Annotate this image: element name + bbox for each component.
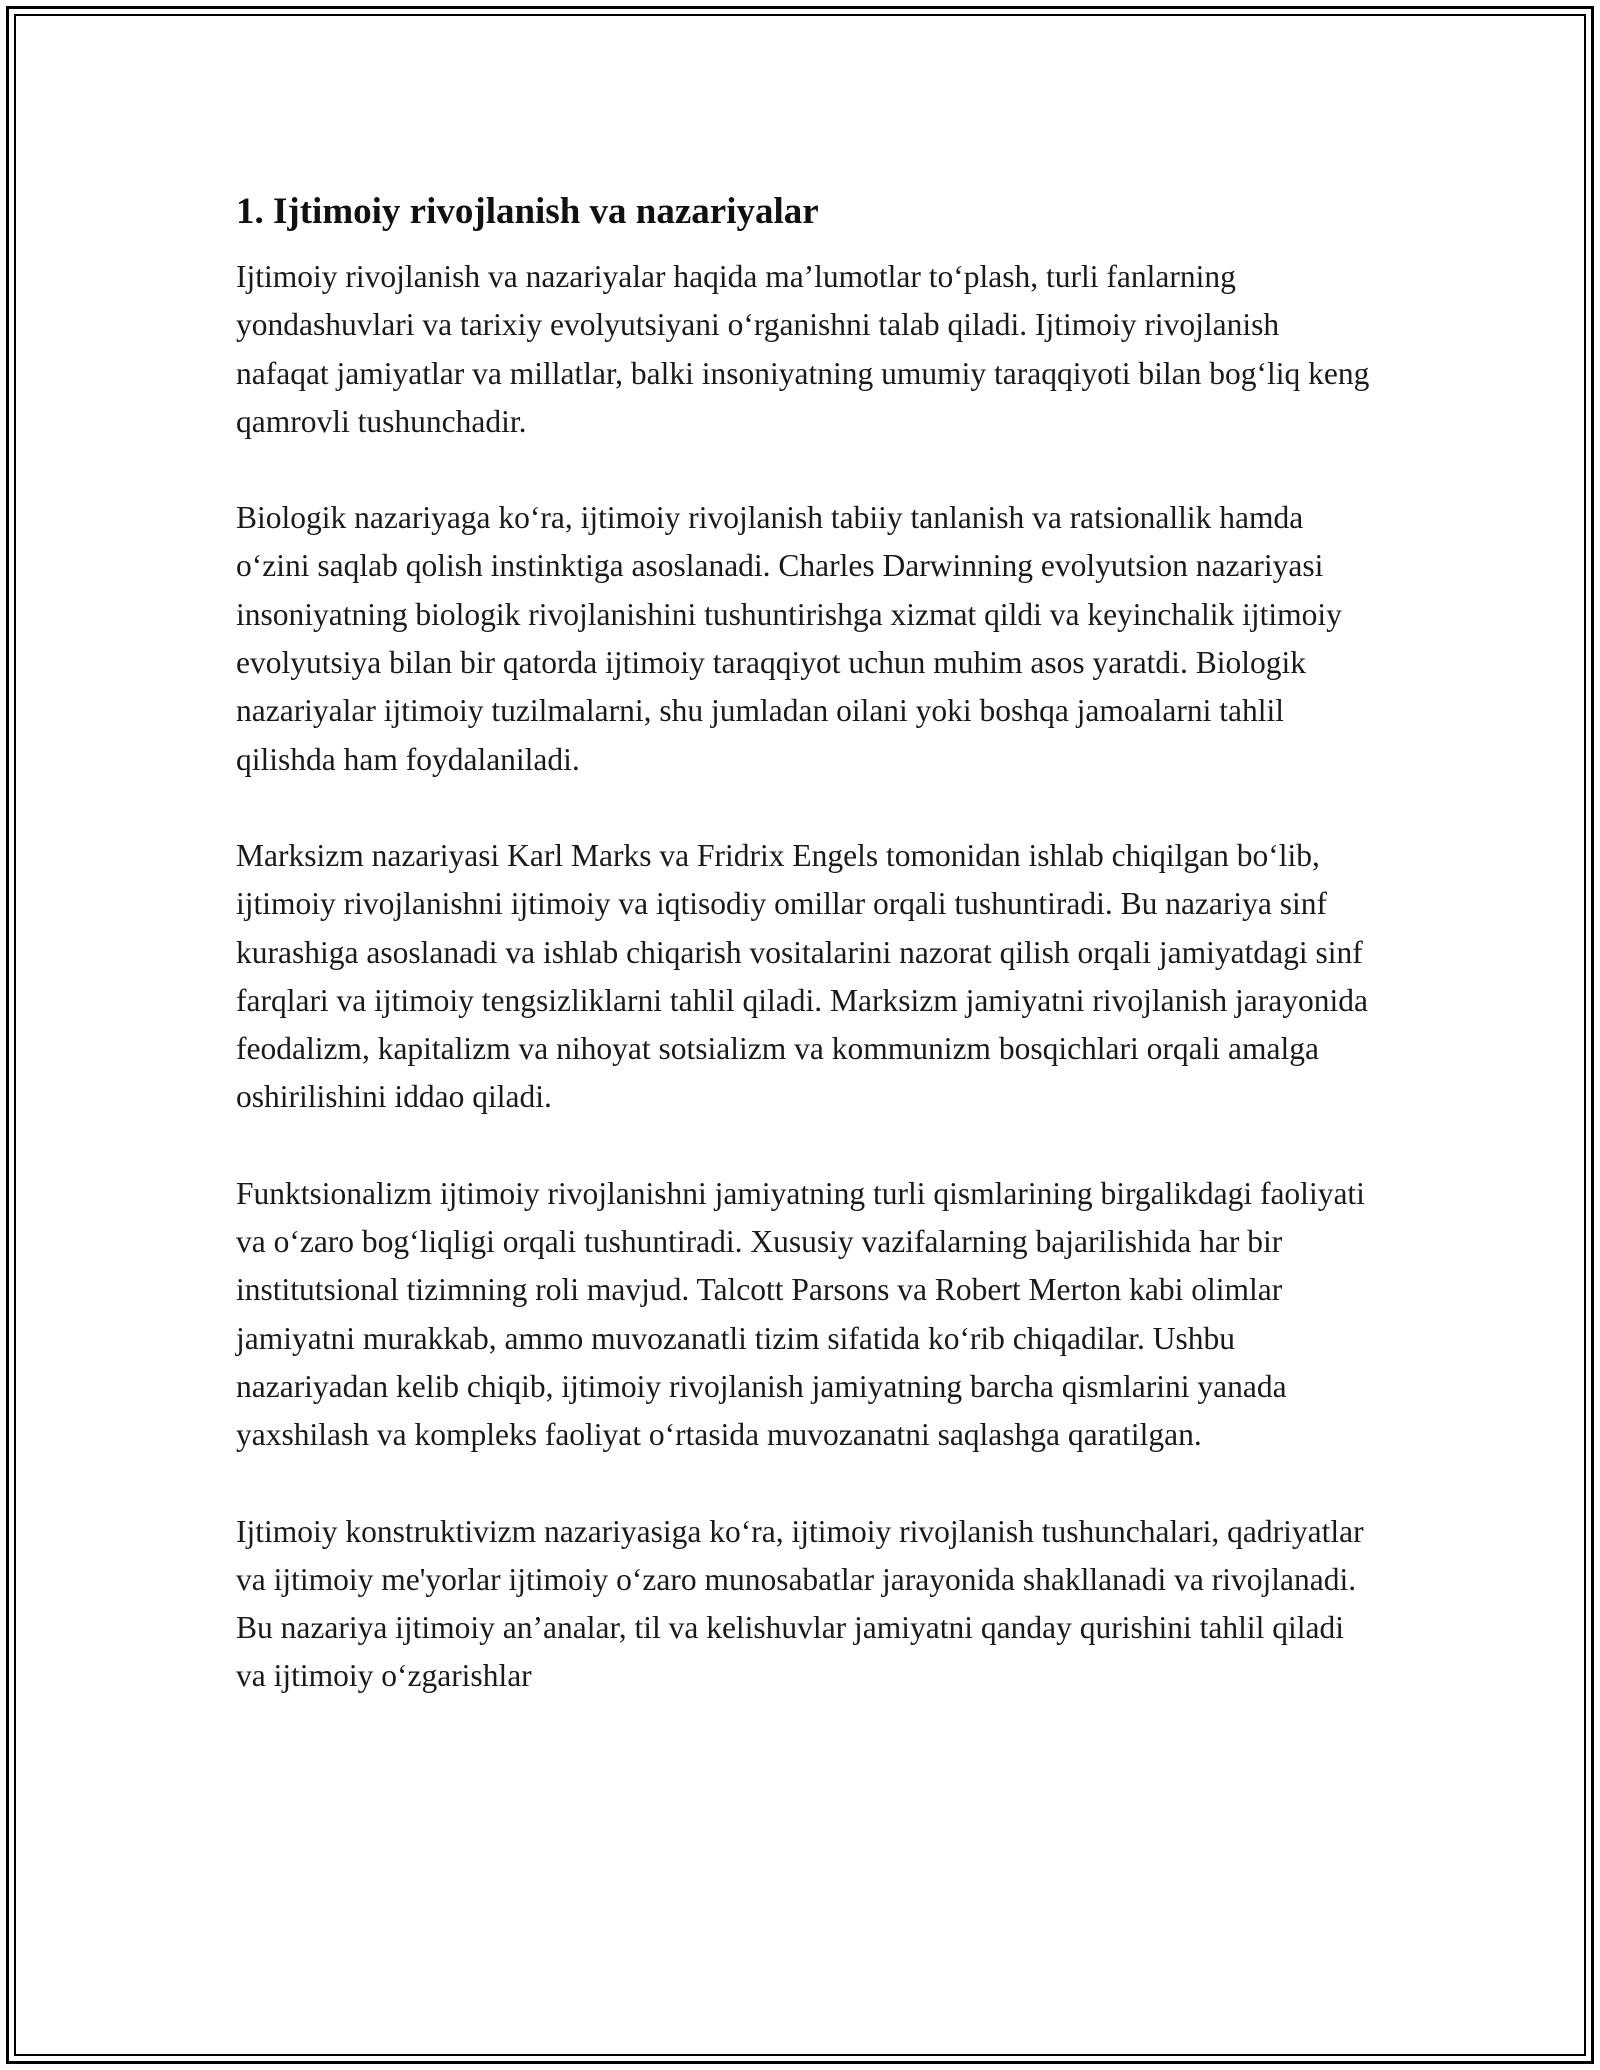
document-body: [236, 185, 1376, 1749]
paragraph-marxism: Marksizm nazariyasi Karl Marks va Fridrix Engels tomonidan ishlab chiqilgan bo‘lib, ijtimoiy rivojlanishni ijtimoiy va iqtisodiy omillar orqali tushuntiradi. Bu nazariya sinf kurashiga asoslanadi va ishlab chiqarish vositalarini nazorat qilish orqali jamiyatdagi sinf farqlari va ijtimoiy tengsizliklarni tahlil qiladi. Marksizm jamiyatni rivojlanish jarayonida feodalizm, kapitalizm va nihoyat sotsializm va kommunizm bosqichlari orqali amalga oshirilishini iddao qiladi.: [236, 837, 1368, 1115]
paragraph-intro: Ijtimoiy rivojlanish va nazariyalar haqida ma’lumotlar to‘plash, turli fanlarning yondashuvlari va tarixiy evolyutsiyani o‘rganishni talab qiladi. Ijtimoiy rivojlanish nafaqat jamiyatlar va millatlar, balki insoniyatning umumiy taraqqiyoti bilan bog‘liq keng qamrovli tushunchadir.: [236, 259, 1370, 439]
paragraph-functionalism: Funktsionalizm ijtimoiy rivojlanishni jamiyatning turli qismlarining birgalikdagi faoliyati va o‘zaro bog‘liqligi orqali tushuntiradi. Xususiy vazifalarning bajarilishida har bir institutsional tizimning roli mavjud. Talcott Parsons va Robert Merton kabi olimlar jamiyatni murakkab, ammo muvozanatli tizim sifatida ko‘rib chiqadilar. Ushbu nazariyadan kelib chiqib, ijtimoiy rivojlanish jamiyatning barcha qismlarini yanada yaxshilash va kompleks faoliyat o‘rtasida muvozanatni saqlashga qaratilgan.: [236, 1175, 1365, 1453]
paragraph-biological-theory: Biologik nazariyaga ko‘ra, ijtimoiy rivojlanish tabiiy tanlanish va ratsionallik hamda o‘zini saqlab qolish instinktiga asoslanadi. Charles Darwinning evolyutsion nazariyasi insoniyatning biologik rivojlanishini tushuntirishga xizmat qildi va keyinchalik ijtimoiy evolyutsiya bilan bir qatorda ijtimoiy taraqqiyot uchun muhim asos yaratdi. Biologik nazariyalar ijtimoiy tuzilmalarni, shu jumladan oilani yoki boshqa jamoalarni tahlil qilishda ham foydalaniladi.: [236, 500, 1342, 777]
section-heading: 1. Ijtimoiy rivojlanish va nazariyalar: [236, 191, 819, 232]
paragraph-social-constructivism: Ijtimoiy konstruktivizm nazariyasiga ko‘ra, ijtimoiy rivojlanish tushunchalari, qadriyatlar va ijtimoiy me'yorlar ijtimoiy o‘zaro munosabatlar jarayonida shakllanadi va rivojlanadi. Bu nazariya ijtimoiy an’analar, til va kelishuvlar jamiyatni qanday qurishini tahlil qiladi va ijtimoiy o‘zgarishlar: [236, 1513, 1364, 1694]
